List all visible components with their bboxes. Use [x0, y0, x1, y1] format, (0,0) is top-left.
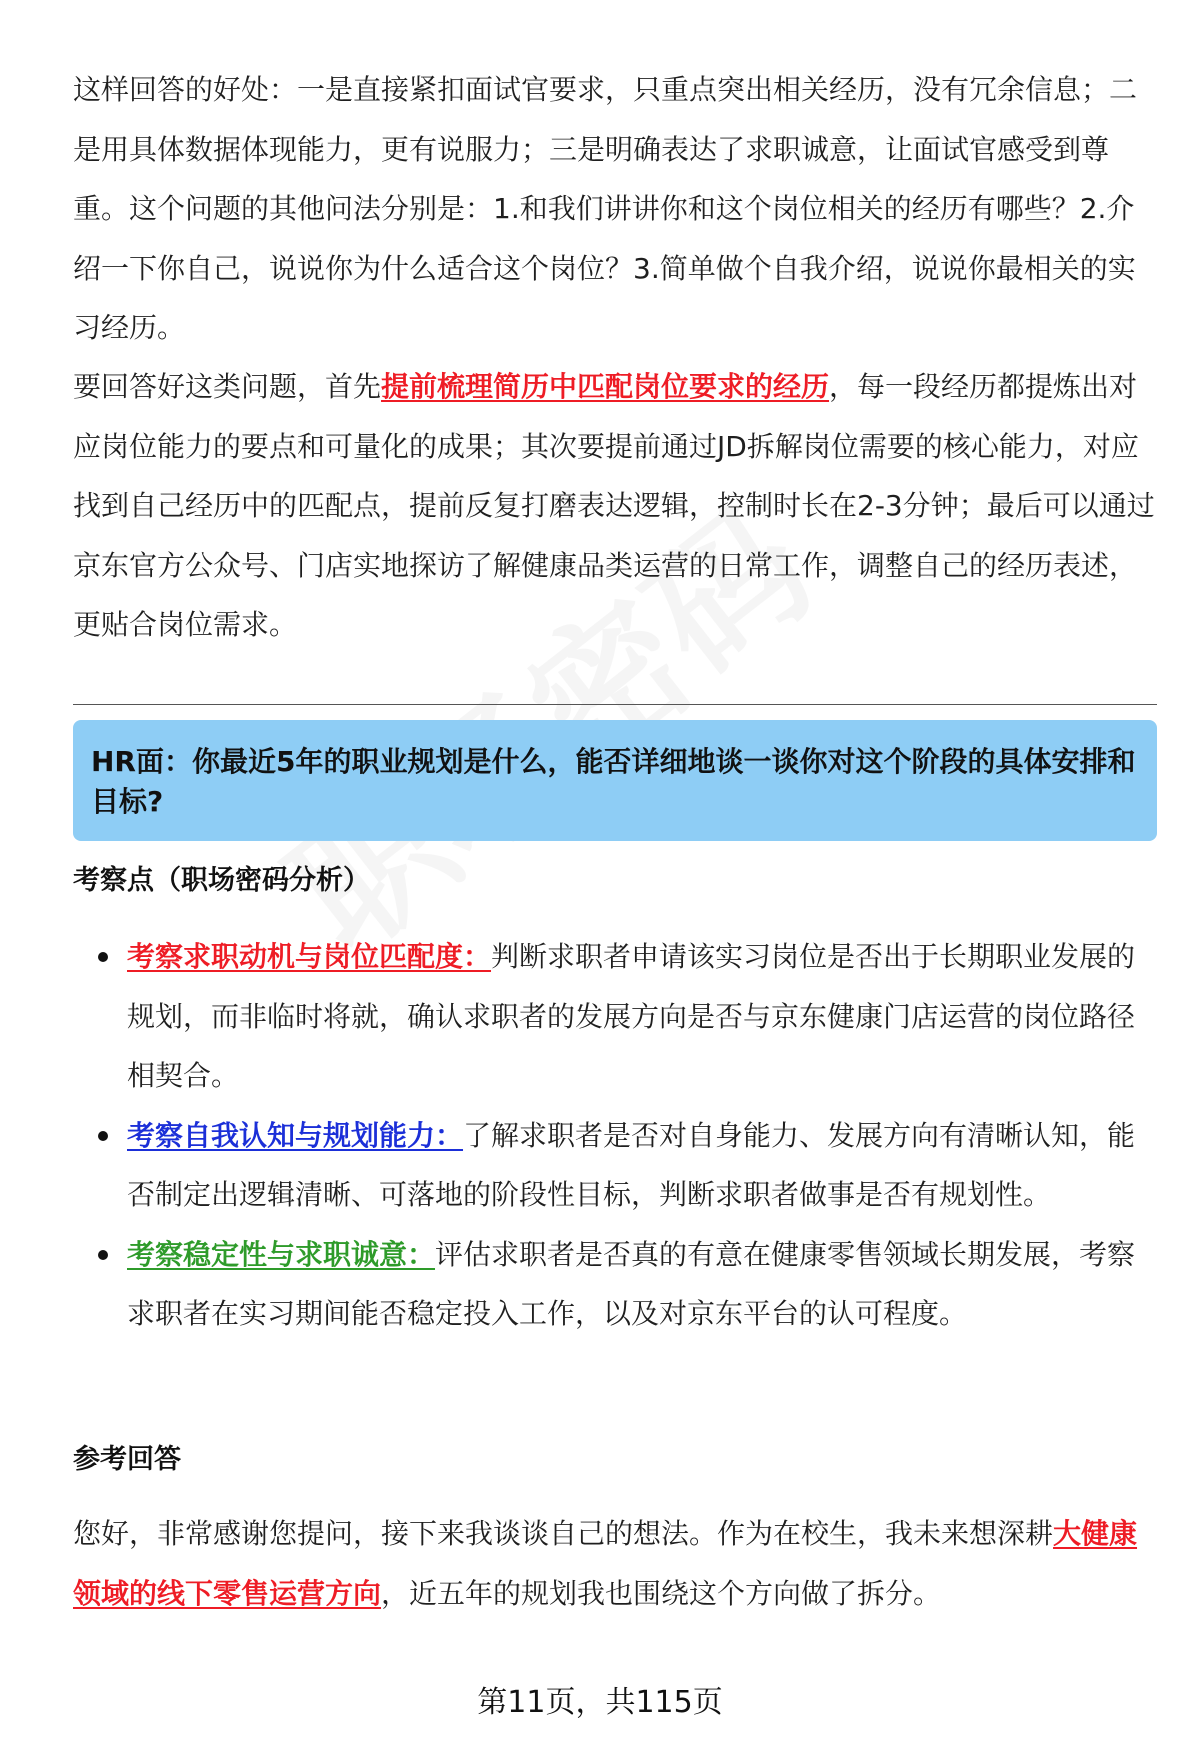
list-item — [73, 1106, 1158, 1225]
analysis-list — [73, 927, 1158, 1344]
analysis-item-text: 了解求职者是否对自身能力、发展方向有清晰认知，能否制定出逻辑清晰、可落地的阶段性目标，判断求职者做事是否有规划性。 — [127, 1118, 1136, 1211]
intro-paragraph-2-start: 要回答好这类问题，首先 — [73, 370, 382, 403]
answer-paragraph — [73, 1504, 1158, 1623]
section-divider — [73, 704, 1157, 705]
bullet-icon — [98, 1131, 108, 1141]
question-callout — [73, 720, 1157, 841]
analysis-item-label: 考察自我认知与规划能力： — [127, 1118, 464, 1152]
answer-heading: 参考回答 — [73, 1444, 181, 1475]
analysis-heading: 考察点（职场密码分析） — [73, 865, 370, 896]
intro-paragraph-2-end: ，每一段经历都提炼出对应岗位能力的要点和可量化的成果；其次要提前通过JD拆解岗位需要的核心能力，对应找到自己经历中的匹配点，提前反复打磨表达逻辑，控制时长在2-3分钟；最后可以通过京东官方公众号、门店实地探访了解健康品类运营的日常工作，调整自己的经历表述，更贴合岗位需求。 — [73, 370, 1155, 641]
page-footer: 第11页，共115页 — [477, 1685, 723, 1720]
intro-paragraph-1: 这样回答的好处：一是直接紧扣面试官要求，只重点突出相关经历，没有冗余信息；二是用具体数据体现能力，更有说服力；三是明确表达了求职诚意，让面试官感受到尊重。这个问题的其他问法分别是：1.和我们讲讲你和这个岗位相关的经历有哪些？2.介绍一下你自己，说说你为什么适合这个岗位？3.简单做个自我介绍，说说你最相关的实习经历。 — [73, 73, 1138, 344]
bullet-icon — [98, 1250, 108, 1260]
answer-start: 您好，非常感谢您提问，接下来我谈谈自己的想法。作为在校生，我未来想深耕 — [73, 1517, 1054, 1550]
analysis-item-label: 考察求职动机与岗位匹配度： — [127, 940, 492, 973]
bullet-icon — [98, 952, 108, 962]
intro-paragraph-2-highlight: 提前梳理简历中匹配岗位要求的经历 — [381, 370, 830, 403]
answer-end: ，近五年的规划我也围绕这个方向做了拆分。 — [381, 1576, 942, 1610]
question-text: HR面：你最近5年的职业规划是什么，能否详细地谈一谈你对这个阶段的具体安排和目标? — [91, 745, 1136, 818]
list-item — [73, 927, 1158, 1106]
analysis-item-text: 判断求职者申请该实习岗位是否出于长期职业发展的规划，而非临时将就，确认求职者的发展方向是否与京东健康门店运营的岗位路径相契合。 — [127, 940, 1136, 1092]
answer-highlight: 大健康领域的线下零售运营方向 — [73, 1517, 1138, 1610]
intro-paragraph-2 — [73, 357, 1158, 655]
analysis-item-text: 评估求职者是否真的有意在健康零售领域长期发展，考察求职者在实习期间能否稳定投入工作，以及对京东平台的认可程度。 — [127, 1237, 1136, 1330]
list-item — [73, 1225, 1158, 1344]
analysis-item-label: 考察稳定性与求职诚意： — [127, 1237, 436, 1271]
